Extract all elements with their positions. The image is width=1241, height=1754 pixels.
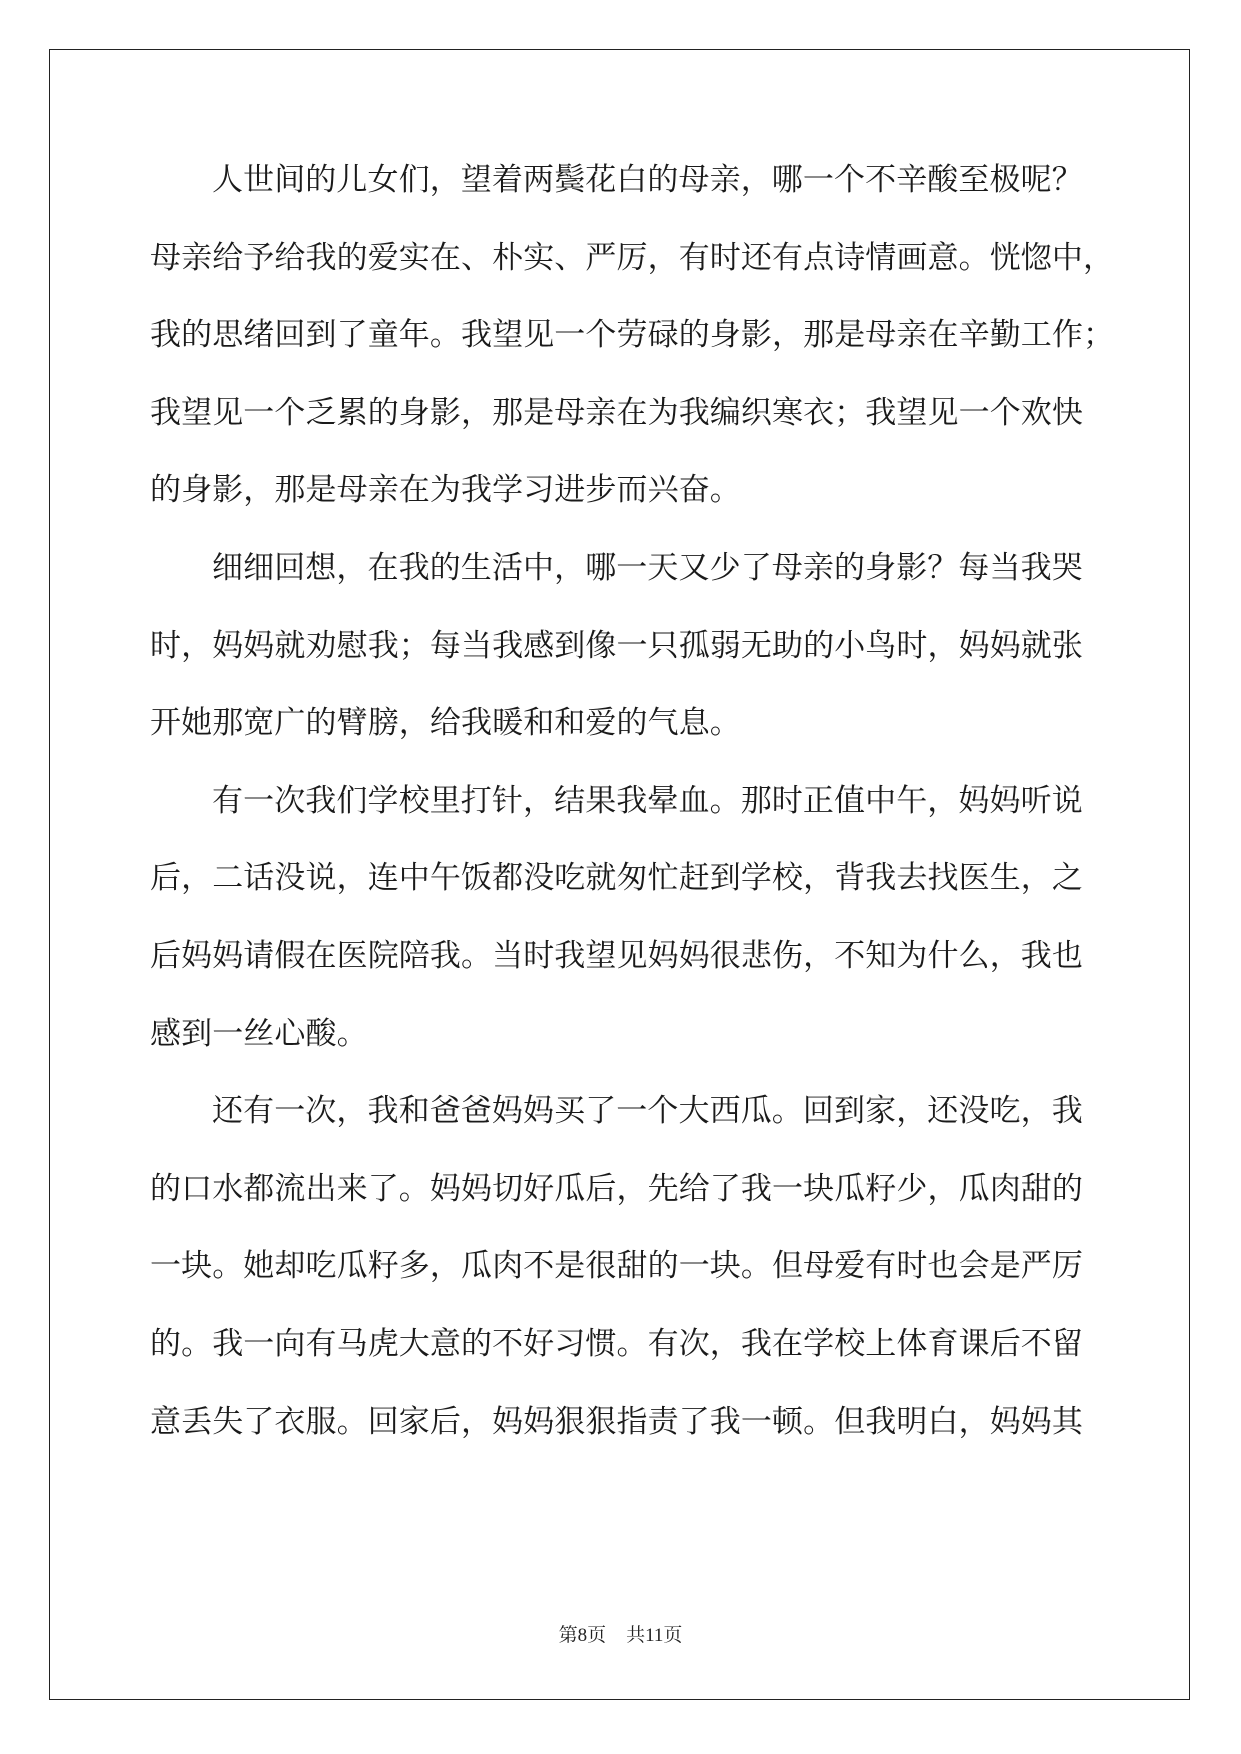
- text-line: 的口水都流出来了。妈妈切好瓜后，先给了我一块瓜籽少，瓜肉甜的: [150, 1170, 1083, 1207]
- text-line: 母亲给予给我的爱实在、朴实、严厉，有时还有点诗情画意。恍惚中，: [150, 239, 1115, 276]
- text-line: 细细回想，在我的生活中，哪一天又少了母亲的身影？每当我哭: [212, 549, 1083, 586]
- text-line: 还有一次，我和爸爸妈妈买了一个大西瓜。回到家，还没吃，我: [212, 1093, 1083, 1130]
- text-line: 后妈妈请假在医院陪我。当时我望见妈妈很悲伤，不知为什么，我也: [150, 937, 1083, 974]
- text-line: 开她那宽广的臂膀，给我暖和和爱的气息。: [150, 705, 741, 742]
- page-number: 第8页: [558, 1625, 607, 1646]
- text-line: 后，二话没说，连中午饭都没吃就匆忙赶到学校，背我去找医生，之: [150, 860, 1083, 897]
- text-line: 我望见一个乏累的身影，那是母亲在为我编织寒衣；我望见一个欢快: [150, 394, 1083, 431]
- text-line: 我的思绪回到了童年。我望见一个劳碌的身影，那是母亲在辛勤工作；: [150, 317, 1115, 354]
- text-line: 意丢失了衣服。回家后，妈妈狠狠指责了我一顿。但我明白，妈妈其: [150, 1403, 1083, 1440]
- text-line: 时，妈妈就劝慰我；每当我感到像一只孤弱无助的小鸟时，妈妈就张: [150, 627, 1083, 664]
- text-line: 的。我一向有马虎大意的不好习惯。有次，我在学校上体育课后不留: [150, 1325, 1083, 1362]
- document-body: [150, 160, 1115, 1479]
- page-total: 共11页: [626, 1625, 683, 1646]
- text-line: 的身影，那是母亲在为我学习进步而兴奋。: [150, 472, 741, 509]
- text-line: 一块。她却吃瓜籽多，瓜肉不是很甜的一块。但母爱有时也会是严厉: [150, 1248, 1083, 1285]
- text-line: 人世间的儿女们，望着两鬓花白的母亲，哪一个不辛酸至极呢？: [212, 162, 1083, 198]
- text-line: 感到一丝心酸。: [150, 1015, 368, 1052]
- page-footer: [0, 1620, 1241, 1647]
- text-line: 有一次我们学校里打针，结果我晕血。那时正值中午，妈妈听说: [212, 782, 1083, 819]
